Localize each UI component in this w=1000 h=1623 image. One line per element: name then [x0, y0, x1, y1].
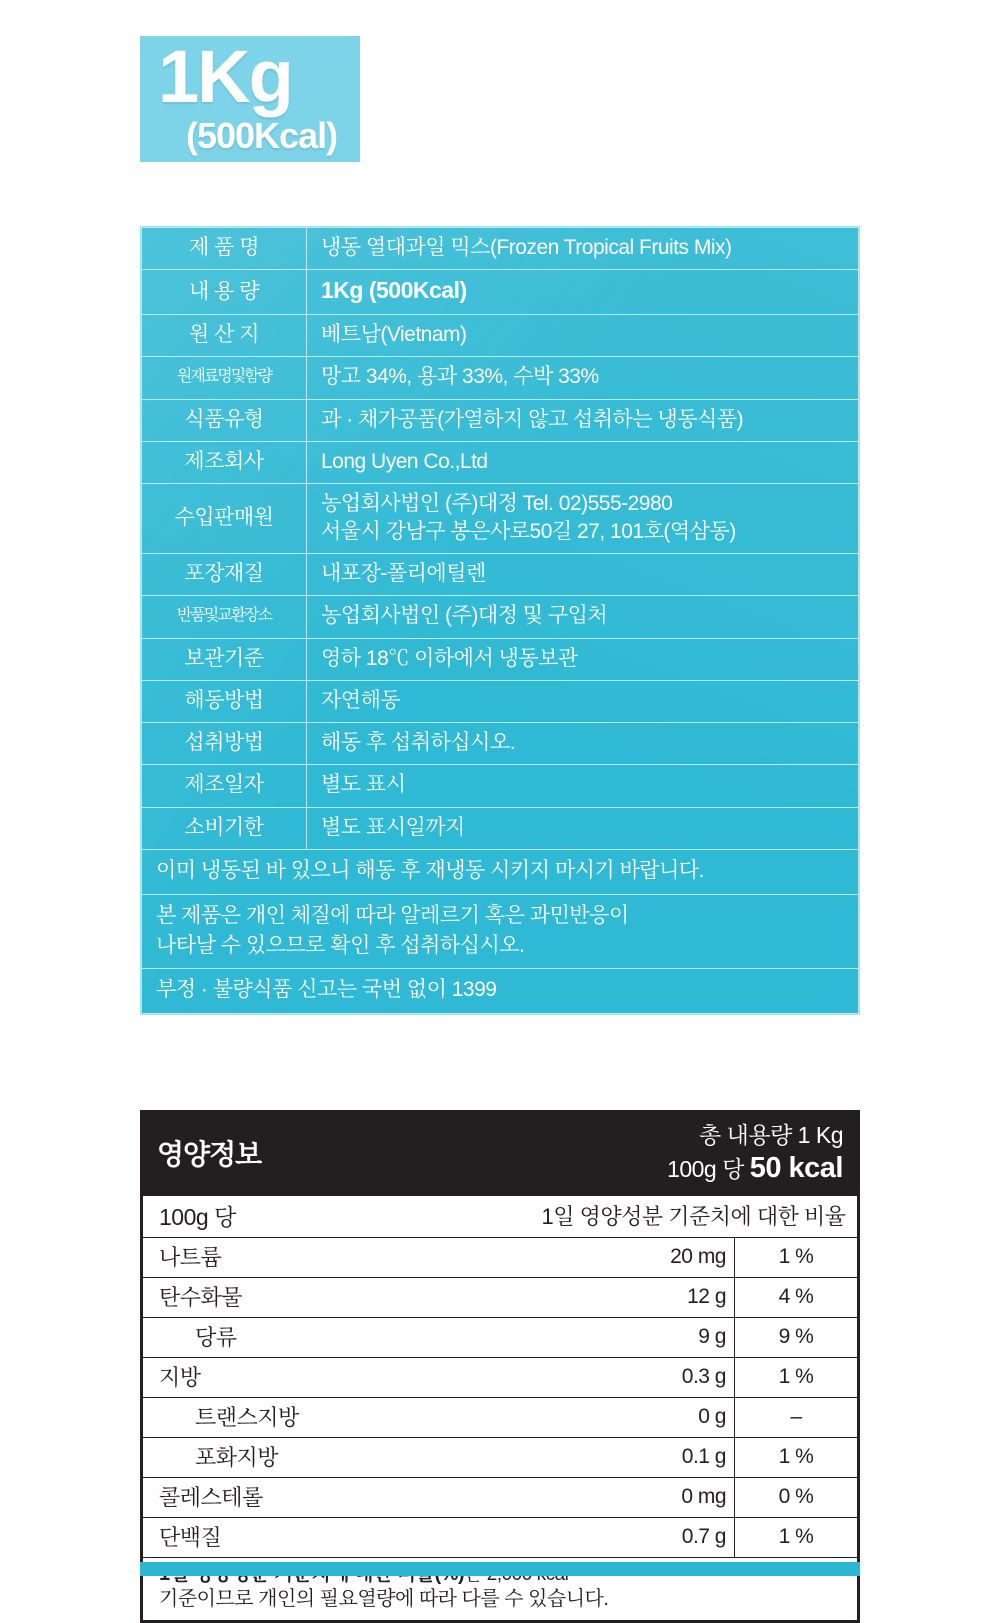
nutrient-pct-trans-fat: – [735, 1398, 858, 1438]
importer-line-1: 농업회사법인 (주)대정 Tel. 02)555-2980 [321, 492, 673, 516]
row-value-return-place: 농업회사법인 (주)대정 및 구입처 [307, 596, 859, 638]
table-row [143, 1238, 857, 1278]
row-value-product-name: 냉동 열대과일 믹스(Frozen Tropical Fruits Mix) [307, 228, 859, 270]
nutrition-basis-header: 100g 당 [159, 1204, 236, 1230]
row-value-importer [307, 484, 859, 554]
table-row [142, 357, 859, 399]
table-row [142, 270, 859, 315]
row-value-origin: 베트남(Vietnam) [307, 315, 859, 357]
table-row [143, 1478, 857, 1518]
nutrient-pct-saturated-fat: 1 % [735, 1438, 858, 1478]
nutrition-title: 영양정보 [157, 1139, 262, 1170]
nutrient-name-carbohydrate: 탄수화물 [143, 1278, 530, 1318]
table-row [142, 228, 859, 270]
table-row [142, 894, 859, 969]
row-label-thawing: 해동방법 [142, 680, 307, 722]
nutrient-name-protein: 단백질 [143, 1518, 530, 1558]
nutrition-footnote-line-2: 기준이므로 개인의 필요열량에 따라 다를 수 있습니다. [159, 1588, 609, 1610]
table-header-row [143, 1196, 857, 1238]
nutrient-name-fat: 지방 [143, 1358, 530, 1398]
nutrition-per-serving [667, 1150, 843, 1186]
product-info-panel [140, 226, 860, 1015]
nutrition-header-right [667, 1121, 843, 1186]
table-row [142, 969, 859, 1014]
nutrient-amount-sugars: 9 g [530, 1318, 735, 1358]
table-row [142, 680, 859, 722]
row-label-importer: 수입판매원 [142, 484, 307, 554]
bottom-color-strip [140, 1562, 860, 1576]
nutrient-pct-sodium: 1 % [735, 1238, 858, 1278]
row-label-packaging: 포장재질 [142, 553, 307, 595]
weight-badge-kg: 1Kg [158, 35, 292, 118]
row-label-return-place: 반품및교환장소 [142, 596, 307, 638]
table-row [142, 807, 859, 849]
table-row [142, 638, 859, 680]
nutrition-per-serving-value: 50 kcal [749, 1151, 843, 1184]
row-value-food-type: 과 · 채가공품(가열하지 않고 섭취하는 냉동식품) [307, 399, 859, 441]
nutrient-amount-protein: 0.7 g [530, 1518, 735, 1558]
nutrient-pct-protein: 1 % [735, 1518, 858, 1558]
row-label-storage: 보관기준 [142, 638, 307, 680]
table-row [143, 1278, 857, 1318]
row-label-food-type: 식품유형 [142, 399, 307, 441]
table-row [142, 442, 859, 484]
table-row [142, 484, 859, 554]
table-row [143, 1358, 857, 1398]
row-label-net-weight: 내 용 량 [142, 270, 307, 315]
nutrient-pct-fat: 1 % [735, 1358, 858, 1398]
row-value-ingredients: 망고 34%, 용과 33%, 수박 33% [307, 357, 859, 399]
nutrition-header [143, 1113, 857, 1196]
row-label-ingredients: 원재료명및함량 [142, 357, 307, 399]
table-row [143, 1438, 857, 1478]
table-row [143, 1318, 857, 1358]
row-label-manufacturer: 제조회사 [142, 442, 307, 484]
nutrient-name-sodium: 나트륨 [143, 1238, 530, 1278]
weight-badge [140, 36, 360, 162]
row-value-packaging: 내포장-폴리에틸렌 [307, 553, 859, 595]
row-label-serving: 섭취방법 [142, 723, 307, 765]
weight-badge-kcal: (500Kcal) [186, 115, 338, 156]
nutrient-amount-carbohydrate: 12 g [530, 1278, 735, 1318]
table-row [142, 399, 859, 441]
nutrition-facts-panel [140, 1110, 860, 1623]
nutrient-amount-cholesterol: 0 mg [530, 1478, 735, 1518]
note-refreeze: 이미 냉동된 바 있으니 해동 후 재냉동 시키지 마시기 바랍니다. [142, 850, 859, 895]
note-allergy [142, 894, 859, 969]
row-value-net-weight: 1Kg (500Kcal) [307, 270, 859, 315]
row-value-manufacture-date: 별도 표시 [307, 765, 859, 807]
row-value-serving: 해동 후 섭취하십시오. [307, 723, 859, 765]
row-label-expiry: 소비기한 [142, 807, 307, 849]
nutrient-pct-sugars: 9 % [735, 1318, 858, 1358]
nutrition-total-amount: 총 내용량 1 Kg [699, 1122, 843, 1148]
row-label-manufacture-date: 제조일자 [142, 765, 307, 807]
row-label-origin: 원 산 지 [142, 315, 307, 357]
note-report-hotline: 부정 · 불량식품 신고는 국번 없이 1399 [142, 969, 859, 1014]
nutrition-per-serving-prefix: 100g 당 [667, 1155, 750, 1182]
table-row [142, 850, 859, 895]
nutrition-table [143, 1196, 857, 1557]
table-row [142, 765, 859, 807]
table-row [143, 1398, 857, 1438]
table-row [142, 315, 859, 357]
row-value-expiry: 별도 표시일까지 [307, 807, 859, 849]
nutrient-pct-cholesterol: 0 % [735, 1478, 858, 1518]
product-info-table [141, 227, 859, 1014]
row-label-product-name: 제 품 명 [142, 228, 307, 270]
nutrient-name-saturated-fat: 포화지방 [143, 1438, 530, 1478]
nutrient-name-sugars: 당류 [143, 1318, 530, 1358]
nutrition-dv-header: 1일 영양성분 기준치에 대한 비율 [541, 1204, 846, 1229]
row-value-storage: 영하 18℃ 이하에서 냉동보관 [307, 638, 859, 680]
nutrient-amount-trans-fat: 0 g [530, 1398, 735, 1438]
nutrient-amount-saturated-fat: 0.1 g [530, 1438, 735, 1478]
nutrient-name-trans-fat: 트랜스지방 [143, 1398, 530, 1438]
table-row [143, 1518, 857, 1558]
note-allergy-line-2: 나타날 수 있으므로 확인 후 섭취하십시오. [156, 933, 525, 957]
row-value-thawing: 자연해동 [307, 680, 859, 722]
note-allergy-line-1: 본 제품은 개인 체질에 따라 알레르기 혹은 과민반응이 [156, 903, 629, 927]
nutrient-amount-fat: 0.3 g [530, 1358, 735, 1398]
nutrient-pct-carbohydrate: 4 % [735, 1278, 858, 1318]
table-row [142, 553, 859, 595]
nutrient-name-cholesterol: 콜레스테롤 [143, 1478, 530, 1518]
nutrient-amount-sodium: 20 mg [530, 1238, 735, 1278]
table-row [142, 596, 859, 638]
table-row [142, 723, 859, 765]
row-value-manufacturer: Long Uyen Co.,Ltd [307, 442, 859, 484]
importer-line-2: 서울시 강남구 봉은사로50길 27, 101호(역삼동) [321, 519, 736, 543]
